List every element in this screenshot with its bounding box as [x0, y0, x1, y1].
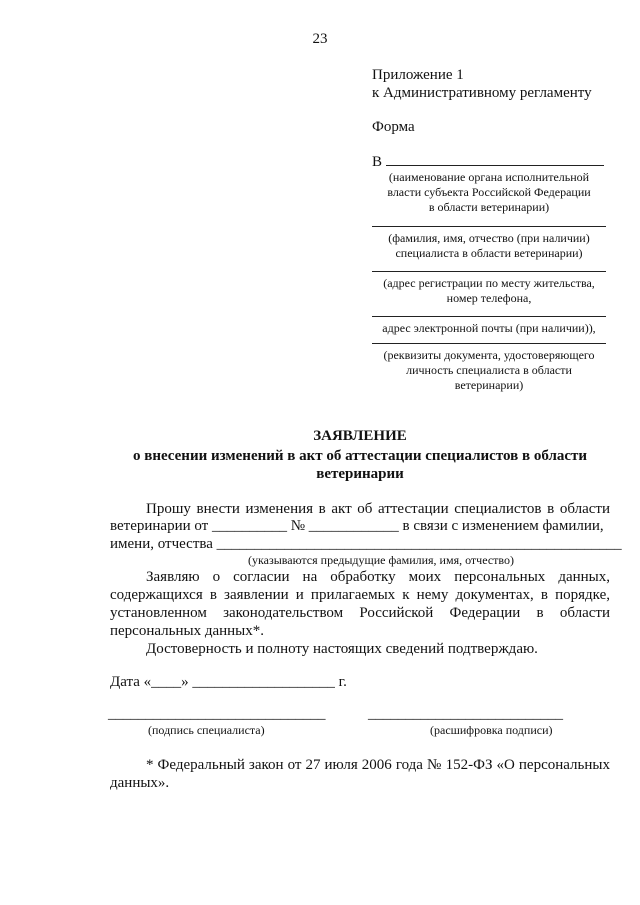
addressee-to-prefix: В: [372, 154, 383, 170]
doc-hint-2: личность специалиста в области: [406, 363, 572, 377]
authority-field[interactable]: [386, 152, 604, 166]
consent-paragraph: Заявляю о согласии на обработку моих персональных данных, содержащихся в заявлении и прилагаемых к нему документах, в порядке, установленном законодательством Российской Федерации в области персональных данных*.: [110, 569, 610, 639]
footnote: * Федеральный закон от 27 июля 2006 года № 152-ФЗ «О персональных данных».: [110, 757, 610, 791]
appendix-line-1: Приложение 1: [372, 67, 464, 83]
address-hint: [372, 276, 606, 306]
previous-name-hint: (указываются предыдущие фамилия, имя, отчество): [248, 553, 514, 567]
document-title: ЗАЯВЛЕНИЕ: [313, 428, 407, 444]
email-field[interactable]: [372, 316, 606, 317]
name-hint: [372, 231, 606, 261]
confirmation-paragraph: Достоверность и полноту настоящих сведений подтверждаю.: [146, 641, 538, 657]
date-line: Дата «____» ___________________ г.: [110, 674, 347, 690]
authority-hint-3: в области ветеринарии): [428, 200, 550, 214]
request-line-2: ветеринарии от __________ № ____________ в связи с изменением фамилии,: [110, 518, 604, 534]
appendix-heading: [372, 66, 592, 102]
form-label: Форма: [372, 119, 415, 135]
doc-hint-1: (реквизиты документа, удостоверяющего: [383, 348, 595, 362]
doc-hint-3: ветеринарии): [454, 378, 524, 392]
identity-doc-hint: [372, 348, 606, 393]
authority-hint: [372, 170, 606, 215]
name-hint-2: специалиста в области ветеринарии): [395, 246, 583, 260]
signature-decoding-line[interactable]: __________________________: [368, 706, 563, 722]
name-hint-1: (фамилия, имя, отчество (при наличии): [388, 231, 590, 245]
signature-decoding-hint: (расшифровка подписи): [430, 723, 553, 737]
authority-hint-1: (наименование органа исполнительной: [388, 170, 590, 184]
page-number: 23: [312, 31, 328, 47]
address-hint-2: номер телефона,: [446, 291, 532, 305]
signature-line[interactable]: _____________________________: [108, 706, 326, 722]
request-line-3: имени, отчества ______________________________________________________: [110, 536, 622, 552]
address-field[interactable]: [372, 271, 606, 272]
authority-hint-2: власти субъекта Российской Федерации: [387, 185, 591, 199]
document-subtitle: о внесении изменений в акт об аттестации специалистов в области ветеринарии: [132, 448, 588, 482]
signature-hint: (подпись специалиста): [148, 723, 265, 737]
address-hint-1: (адрес регистрации по месту жительства,: [383, 276, 595, 290]
appendix-line-2: к Административному регламенту: [372, 85, 592, 101]
request-line-1: Прошу внести изменения в акт об аттестации специалистов в области: [146, 501, 610, 517]
addressee-to-line: [372, 152, 606, 171]
identity-doc-field[interactable]: [372, 343, 606, 344]
name-field[interactable]: [372, 226, 606, 227]
email-hint: адрес электронной почты (при наличии)),: [382, 321, 596, 335]
